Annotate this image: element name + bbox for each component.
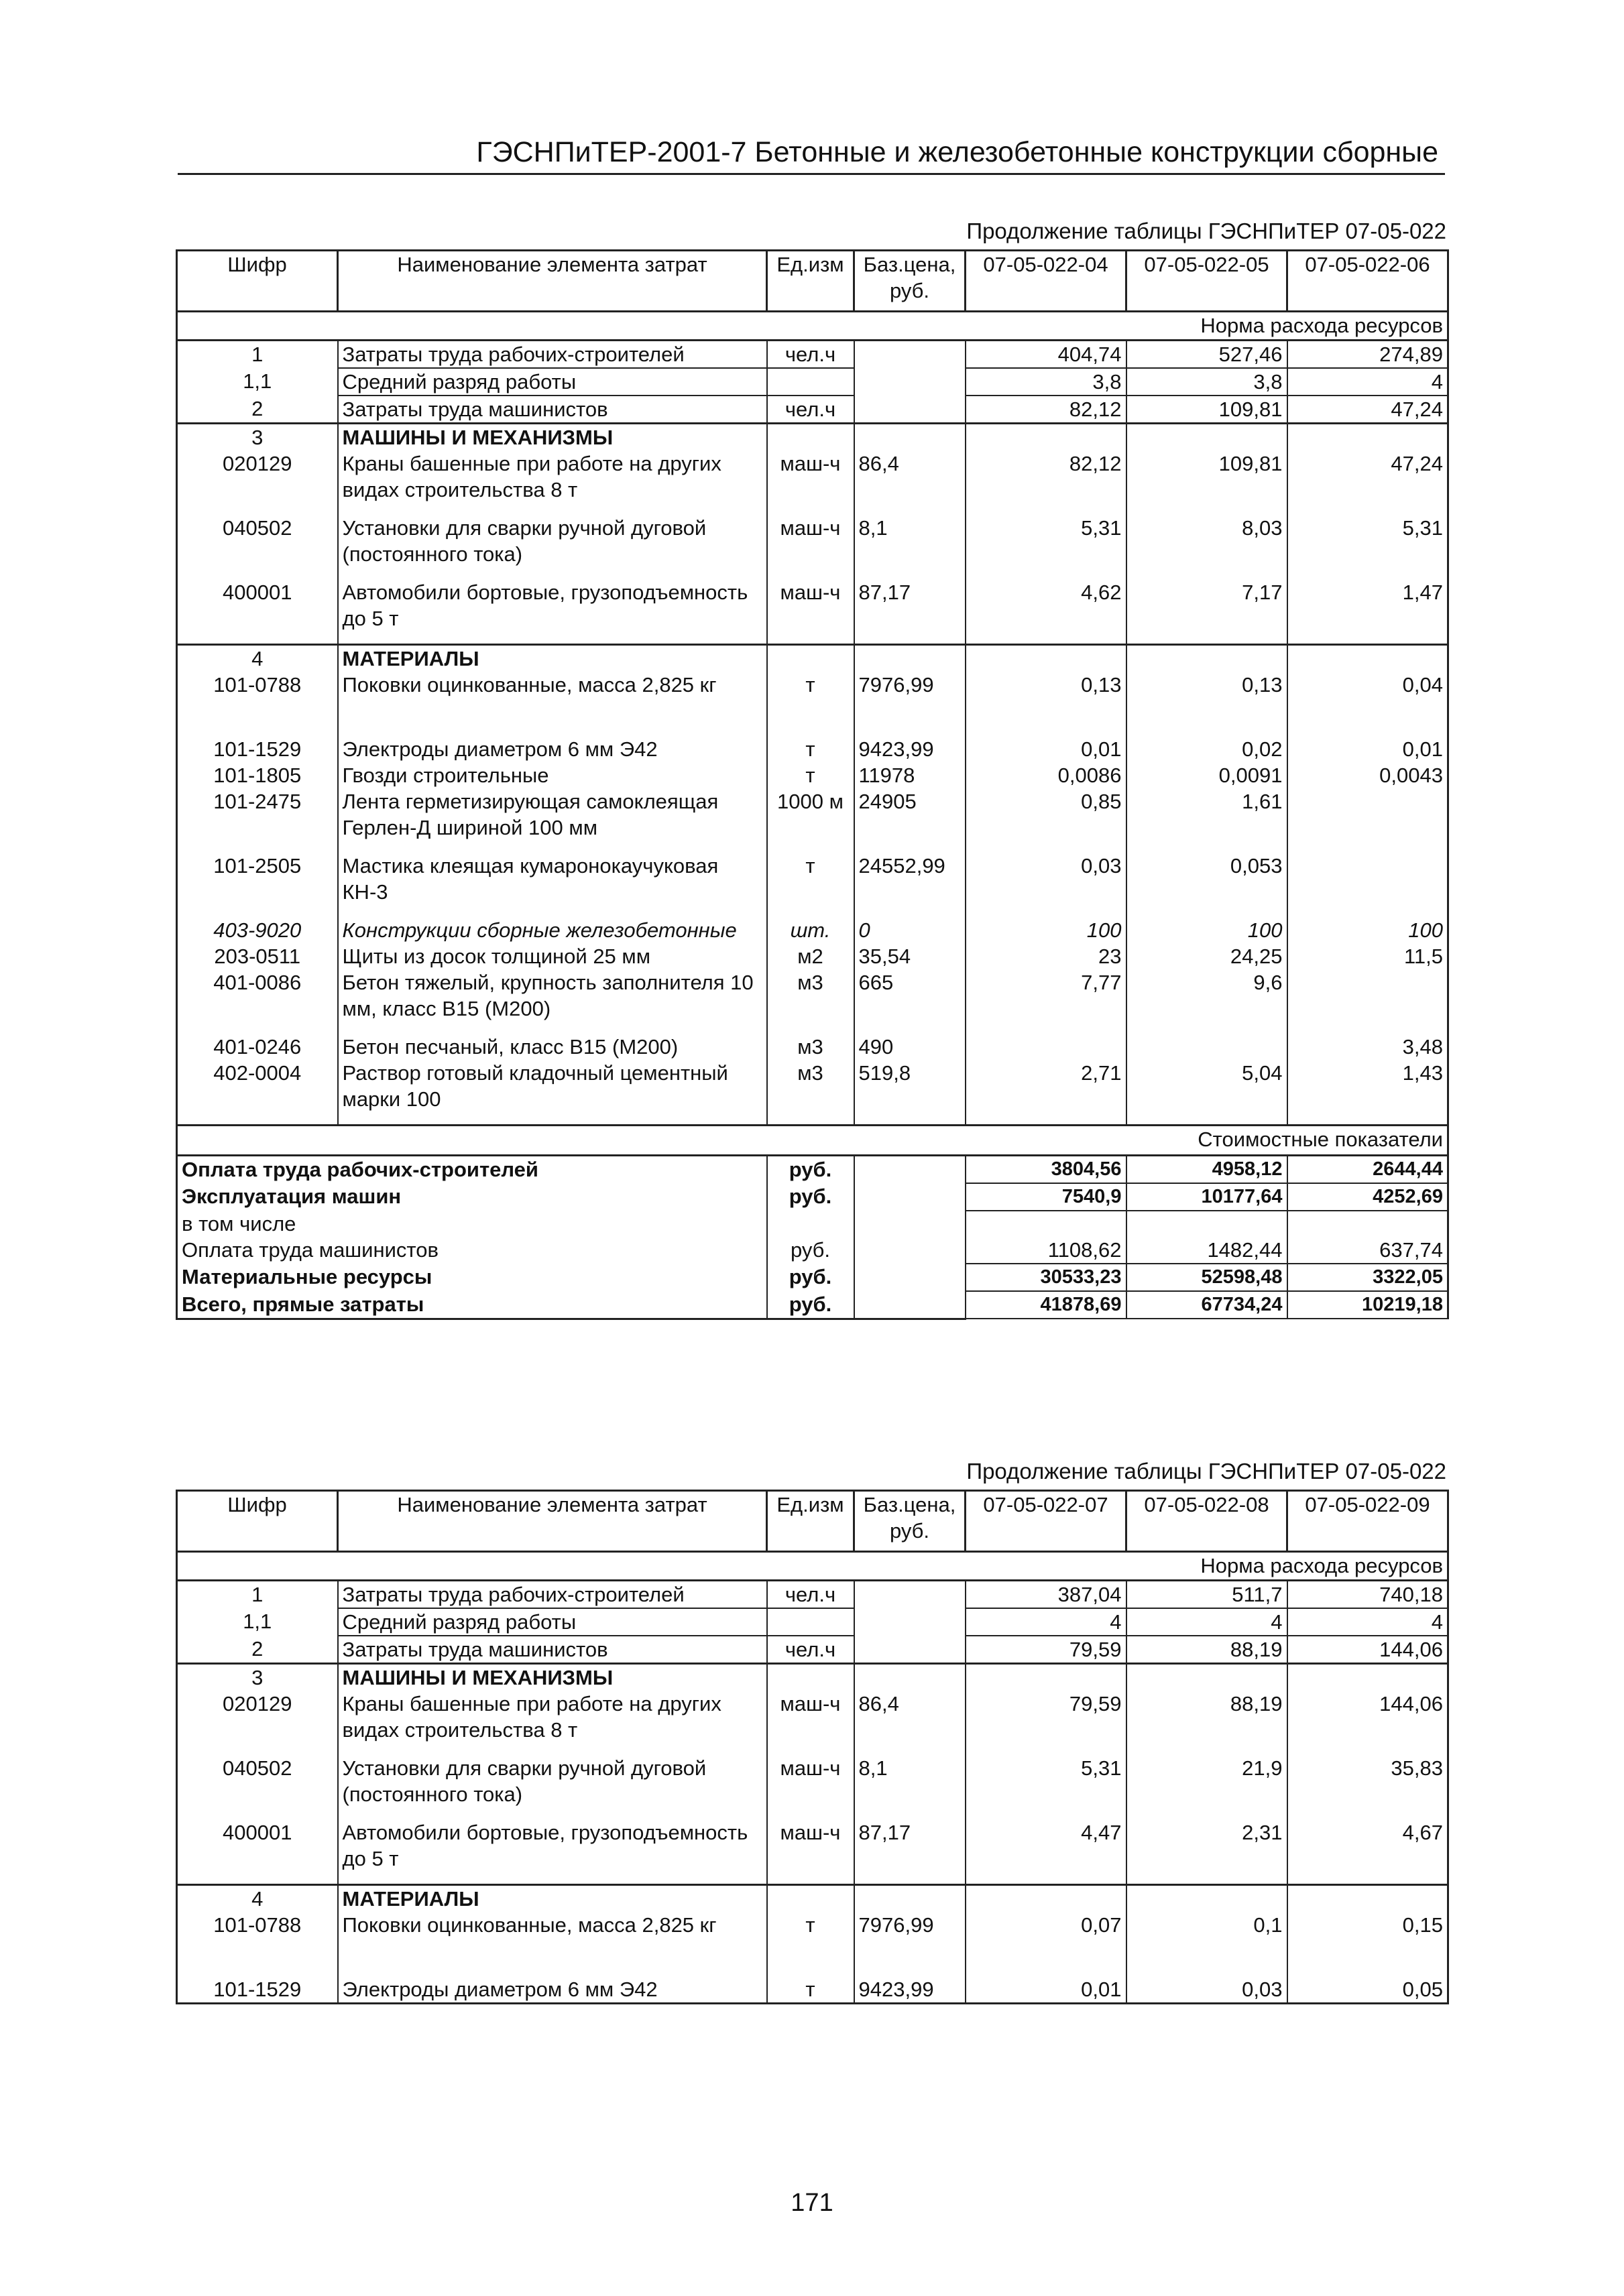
row-code: 040502 bbox=[177, 515, 338, 579]
cost-row bbox=[177, 1183, 1448, 1211]
row-name: Щиты из досок толщиной 25 мм bbox=[338, 943, 767, 969]
row-value-1: 5,31 bbox=[966, 515, 1126, 579]
row-code: 101-1529 bbox=[177, 736, 338, 762]
row-price bbox=[854, 368, 966, 396]
row-value-2: 5,04 bbox=[1126, 1060, 1287, 1126]
row-value-2: 8,03 bbox=[1126, 515, 1287, 579]
row-value-2: 100 bbox=[1126, 917, 1287, 943]
cost-label: Оплата труда машинистов bbox=[177, 1237, 767, 1264]
row-value-1: 3,8 bbox=[966, 368, 1126, 396]
row-code: 400001 bbox=[177, 579, 338, 645]
row-value-1: 387,04 bbox=[966, 1581, 1126, 1609]
row-code: 040502 bbox=[177, 1755, 338, 1819]
row-price: 519,8 bbox=[854, 1060, 966, 1126]
row-value-1: 23 bbox=[966, 943, 1126, 969]
row-price bbox=[854, 1664, 966, 1691]
row-unit: маш-ч bbox=[767, 1819, 854, 1885]
row-code: 101-1529 bbox=[177, 1976, 338, 2004]
cost-unit: руб. bbox=[767, 1156, 854, 1184]
col-norm-1: 07-05-022-04 bbox=[966, 251, 1126, 312]
cost-value-2: 4958,12 bbox=[1126, 1156, 1287, 1184]
row-unit: 1000 м bbox=[767, 788, 854, 853]
row-value-3: 274,89 bbox=[1287, 341, 1448, 369]
table-row bbox=[177, 1636, 1448, 1664]
row-value-3: 144,06 bbox=[1287, 1636, 1448, 1664]
col-name: Наименование элемента затрат bbox=[338, 251, 767, 312]
row-value-2: 0,1 bbox=[1126, 1912, 1287, 1976]
table-caption: Продолжение таблицы ГЭСНПиТЕР 07-05-022 bbox=[966, 1459, 1446, 1484]
row-price bbox=[854, 1636, 966, 1664]
row-name: Установки для сварки ручной дуговой (постоянного тока) bbox=[338, 1755, 767, 1819]
table-row bbox=[177, 396, 1448, 424]
cost-label-row bbox=[177, 1126, 1448, 1156]
row-value-1: 7,77 bbox=[966, 969, 1126, 1034]
row-code: 101-0788 bbox=[177, 1912, 338, 1976]
col-price: Баз.цена, руб. bbox=[854, 1491, 966, 1552]
row-value-2: 88,19 bbox=[1126, 1691, 1287, 1755]
row-code: 401-0246 bbox=[177, 1034, 338, 1060]
table-row bbox=[177, 1885, 1448, 1913]
row-name: Автомобили бортовые, грузоподъемность до 5 т bbox=[338, 1819, 767, 1885]
row-value-2: 0,02 bbox=[1126, 736, 1287, 762]
col-norm-3: 07-05-022-06 bbox=[1287, 251, 1448, 312]
cost-label: Стоимостные показатели bbox=[177, 1126, 1448, 1156]
row-name: Бетон песчаный, класс В15 (М200) bbox=[338, 1034, 767, 1060]
row-price: 0 bbox=[854, 917, 966, 943]
row-code: 402-0004 bbox=[177, 1060, 338, 1126]
cost-blank bbox=[854, 1291, 966, 1319]
page-header bbox=[178, 131, 1445, 175]
row-value-2: 3,8 bbox=[1126, 368, 1287, 396]
row-value-3: 4,67 bbox=[1287, 1819, 1448, 1885]
cost-label: в том числе bbox=[177, 1211, 767, 1237]
cost-blank bbox=[854, 1156, 966, 1184]
row-value-3 bbox=[1287, 853, 1448, 917]
row-value-3: 35,83 bbox=[1287, 1755, 1448, 1819]
row-price: 11978 bbox=[854, 762, 966, 788]
row-name: Затраты труда машинистов bbox=[338, 1636, 767, 1664]
row-value-3 bbox=[1287, 645, 1448, 672]
row-name: Электроды диаметром 6 мм Э42 bbox=[338, 1976, 767, 2004]
row-price bbox=[854, 1608, 966, 1636]
row-value-2: 21,9 bbox=[1126, 1755, 1287, 1819]
row-price bbox=[854, 341, 966, 369]
row-value-3 bbox=[1287, 1885, 1448, 1913]
row-unit: м3 bbox=[767, 1034, 854, 1060]
row-value-1: 0,03 bbox=[966, 853, 1126, 917]
row-value-2 bbox=[1126, 424, 1287, 451]
row-price bbox=[854, 1581, 966, 1609]
cost-value-3: 2644,44 bbox=[1287, 1156, 1448, 1184]
cost-blank bbox=[854, 1211, 966, 1237]
row-name: Затраты труда рабочих-строителей bbox=[338, 1581, 767, 1609]
row-value-3 bbox=[1287, 969, 1448, 1034]
cost-unit bbox=[767, 1211, 854, 1237]
cost-value-3: 3322,05 bbox=[1287, 1264, 1448, 1291]
cost-body bbox=[177, 1156, 1448, 1319]
row-code: 400001 bbox=[177, 1819, 338, 1885]
row-value-2: 2,31 bbox=[1126, 1819, 1287, 1885]
row-value-3: 1,47 bbox=[1287, 579, 1448, 645]
cost-value-3: 4252,69 bbox=[1287, 1183, 1448, 1211]
row-code: 3 bbox=[177, 424, 338, 451]
row-price: 35,54 bbox=[854, 943, 966, 969]
row-value-1: 0,13 bbox=[966, 672, 1126, 736]
row-name: Электроды диаметром 6 мм Э42 bbox=[338, 736, 767, 762]
row-unit bbox=[767, 1664, 854, 1691]
row-value-2: 0,03 bbox=[1126, 1976, 1287, 2004]
norm-label: Норма расхода ресурсов bbox=[177, 312, 1448, 341]
header-title: ГЭСНПиТЕР-2001-7 Бетонные и железобетонные конструкции сборные bbox=[476, 136, 1438, 168]
row-value-3: 100 bbox=[1287, 917, 1448, 943]
row-value-2: 511,7 bbox=[1126, 1581, 1287, 1609]
row-name: Лента герметизирующая самоклеящая Герлен-Д шириной 100 мм bbox=[338, 788, 767, 853]
row-value-3: 11,5 bbox=[1287, 943, 1448, 969]
row-code: 101-1805 bbox=[177, 762, 338, 788]
row-name: Затраты труда рабочих-строителей bbox=[338, 341, 767, 369]
cost-label: Всего, прямые затраты bbox=[177, 1291, 767, 1319]
row-unit: т bbox=[767, 853, 854, 917]
row-name: Краны башенные при работе на других видах строительства 8 т bbox=[338, 450, 767, 515]
table-row bbox=[177, 645, 1448, 672]
row-code: 020129 bbox=[177, 450, 338, 515]
row-price: 24552,99 bbox=[854, 853, 966, 917]
row-unit bbox=[767, 368, 854, 396]
row-code: 1,1 bbox=[177, 1608, 338, 1636]
table-body bbox=[177, 341, 1448, 1126]
row-value-1: 0,01 bbox=[966, 1976, 1126, 2004]
row-name: Средний разряд работы bbox=[338, 368, 767, 396]
table-row bbox=[177, 1691, 1448, 1755]
row-value-1: 0,01 bbox=[966, 736, 1126, 762]
row-value-1 bbox=[966, 424, 1126, 451]
table-row bbox=[177, 762, 1448, 788]
table-row bbox=[177, 943, 1448, 969]
row-price: 490 bbox=[854, 1034, 966, 1060]
row-name: Мастика клеящая кумаронокаучуковая КН-3 bbox=[338, 853, 767, 917]
table-header-row bbox=[177, 251, 1448, 312]
row-value-3: 4 bbox=[1287, 368, 1448, 396]
cost-value-1: 30533,23 bbox=[966, 1264, 1126, 1291]
row-unit: маш-ч bbox=[767, 515, 854, 579]
row-code: 403-9020 bbox=[177, 917, 338, 943]
row-code: 4 bbox=[177, 1885, 338, 1913]
col-price: Баз.цена, руб. bbox=[854, 251, 966, 312]
cost-value-1: 7540,9 bbox=[966, 1183, 1126, 1211]
col-norm-3: 07-05-022-09 bbox=[1287, 1491, 1448, 1552]
row-value-2: 109,81 bbox=[1126, 396, 1287, 424]
row-value-1: 82,12 bbox=[966, 396, 1126, 424]
row-name: Раствор готовый кладочный цементный марки 100 bbox=[338, 1060, 767, 1126]
row-name: МАТЕРИАЛЫ bbox=[338, 1885, 767, 1913]
row-name: Поковки оцинкованные, масса 2,825 кг bbox=[338, 672, 767, 736]
row-value-2 bbox=[1126, 1034, 1287, 1060]
row-value-2 bbox=[1126, 1885, 1287, 1913]
row-code: 2 bbox=[177, 396, 338, 424]
row-value-2: 0,13 bbox=[1126, 672, 1287, 736]
row-price: 86,4 bbox=[854, 450, 966, 515]
row-price: 8,1 bbox=[854, 1755, 966, 1819]
row-value-1: 0,85 bbox=[966, 788, 1126, 853]
row-value-3: 0,04 bbox=[1287, 672, 1448, 736]
table-row bbox=[177, 853, 1448, 917]
cost-value-3 bbox=[1287, 1211, 1448, 1237]
row-value-1: 2,71 bbox=[966, 1060, 1126, 1126]
row-code: 4 bbox=[177, 645, 338, 672]
row-value-1: 79,59 bbox=[966, 1691, 1126, 1755]
row-value-3: 3,48 bbox=[1287, 1034, 1448, 1060]
row-value-2: 0,0091 bbox=[1126, 762, 1287, 788]
row-name: МАШИНЫ И МЕХАНИЗМЫ bbox=[338, 1664, 767, 1691]
table-row bbox=[177, 1060, 1448, 1126]
table-row bbox=[177, 917, 1448, 943]
row-value-2 bbox=[1126, 645, 1287, 672]
row-unit: шт. bbox=[767, 917, 854, 943]
row-value-3 bbox=[1287, 1664, 1448, 1691]
row-code: 101-2475 bbox=[177, 788, 338, 853]
row-name: Установки для сварки ручной дуговой (постоянного тока) bbox=[338, 515, 767, 579]
row-code: 101-2505 bbox=[177, 853, 338, 917]
row-value-1: 4,62 bbox=[966, 579, 1126, 645]
row-unit: чел.ч bbox=[767, 396, 854, 424]
row-code: 101-0788 bbox=[177, 672, 338, 736]
row-unit: т bbox=[767, 736, 854, 762]
cost-unit: руб. bbox=[767, 1291, 854, 1319]
row-value-2: 1,61 bbox=[1126, 788, 1287, 853]
row-unit: чел.ч bbox=[767, 341, 854, 369]
row-value-2: 24,25 bbox=[1126, 943, 1287, 969]
row-price bbox=[854, 1885, 966, 1913]
row-unit bbox=[767, 424, 854, 451]
row-value-3 bbox=[1287, 424, 1448, 451]
cost-unit: руб. bbox=[767, 1237, 854, 1264]
row-unit: чел.ч bbox=[767, 1636, 854, 1664]
row-unit: маш-ч bbox=[767, 1691, 854, 1755]
row-price: 9423,99 bbox=[854, 1976, 966, 2004]
cost-label: Материальные ресурсы bbox=[177, 1264, 767, 1291]
cost-unit: руб. bbox=[767, 1183, 854, 1211]
page-number: 171 bbox=[791, 2189, 833, 2217]
table-row bbox=[177, 450, 1448, 515]
col-unit: Ед.изм bbox=[767, 251, 854, 312]
table-row bbox=[177, 424, 1448, 451]
norm-label: Норма расхода ресурсов bbox=[177, 1552, 1448, 1581]
row-value-2: 527,46 bbox=[1126, 341, 1287, 369]
table-row bbox=[177, 1819, 1448, 1885]
row-value-1 bbox=[966, 1664, 1126, 1691]
row-name: МАШИНЫ И МЕХАНИЗМЫ bbox=[338, 424, 767, 451]
cost-blank bbox=[854, 1183, 966, 1211]
table-row bbox=[177, 515, 1448, 579]
row-name: Средний разряд работы bbox=[338, 1608, 767, 1636]
cost-label: Эксплуатация машин bbox=[177, 1183, 767, 1211]
cost-blank bbox=[854, 1264, 966, 1291]
row-value-3: 1,43 bbox=[1287, 1060, 1448, 1126]
row-unit: чел.ч bbox=[767, 1581, 854, 1609]
row-unit: т bbox=[767, 762, 854, 788]
row-value-1: 0,0086 bbox=[966, 762, 1126, 788]
table-row bbox=[177, 788, 1448, 853]
row-price: 87,17 bbox=[854, 1819, 966, 1885]
cost-unit: руб. bbox=[767, 1264, 854, 1291]
row-unit: маш-ч bbox=[767, 579, 854, 645]
row-value-2: 88,19 bbox=[1126, 1636, 1287, 1664]
row-unit: м3 bbox=[767, 969, 854, 1034]
table-row bbox=[177, 579, 1448, 645]
row-unit: т bbox=[767, 672, 854, 736]
row-value-3: 5,31 bbox=[1287, 515, 1448, 579]
row-price: 24905 bbox=[854, 788, 966, 853]
row-value-1: 0,07 bbox=[966, 1912, 1126, 1976]
row-value-3: 740,18 bbox=[1287, 1581, 1448, 1609]
cost-row bbox=[177, 1291, 1448, 1319]
col-unit: Ед.изм bbox=[767, 1491, 854, 1552]
row-value-1: 404,74 bbox=[966, 341, 1126, 369]
row-code: 1 bbox=[177, 341, 338, 369]
row-value-2: 9,6 bbox=[1126, 969, 1287, 1034]
cost-value-2 bbox=[1126, 1211, 1287, 1237]
col-norm-2: 07-05-022-08 bbox=[1126, 1491, 1287, 1552]
row-value-1 bbox=[966, 1034, 1126, 1060]
cost-row bbox=[177, 1237, 1448, 1264]
row-price bbox=[854, 424, 966, 451]
row-value-1: 100 bbox=[966, 917, 1126, 943]
row-code: 020129 bbox=[177, 1691, 338, 1755]
row-price: 9423,99 bbox=[854, 736, 966, 762]
row-value-2: 0,053 bbox=[1126, 853, 1287, 917]
cost-value-2: 67734,24 bbox=[1126, 1291, 1287, 1319]
cost-value-2: 1482,44 bbox=[1126, 1237, 1287, 1264]
row-name: Автомобили бортовые, грузоподъемность до 5 т bbox=[338, 579, 767, 645]
row-value-1 bbox=[966, 1885, 1126, 1913]
row-name: Конструкции сборные железобетонные bbox=[338, 917, 767, 943]
col-name: Наименование элемента затрат bbox=[338, 1491, 767, 1552]
row-value-3: 47,24 bbox=[1287, 450, 1448, 515]
row-price: 87,17 bbox=[854, 579, 966, 645]
row-value-1: 5,31 bbox=[966, 1755, 1126, 1819]
table-row bbox=[177, 368, 1448, 396]
row-code: 3 bbox=[177, 1664, 338, 1691]
table-row bbox=[177, 1034, 1448, 1060]
row-value-3: 0,15 bbox=[1287, 1912, 1448, 1976]
resource-table-1 bbox=[176, 249, 1449, 1320]
row-value-3: 0,0043 bbox=[1287, 762, 1448, 788]
row-unit: м2 bbox=[767, 943, 854, 969]
table-row bbox=[177, 1581, 1448, 1609]
cost-blank bbox=[854, 1237, 966, 1264]
table-header-row bbox=[177, 1491, 1448, 1552]
table-row bbox=[177, 736, 1448, 762]
row-price: 8,1 bbox=[854, 515, 966, 579]
row-code: 1,1 bbox=[177, 368, 338, 396]
col-code: Шифр bbox=[177, 1491, 338, 1552]
cost-value-1: 41878,69 bbox=[966, 1291, 1126, 1319]
row-unit: м3 bbox=[767, 1060, 854, 1126]
row-code: 1 bbox=[177, 1581, 338, 1609]
col-norm-2: 07-05-022-05 bbox=[1126, 251, 1287, 312]
row-unit bbox=[767, 645, 854, 672]
table-body bbox=[177, 1581, 1448, 2004]
row-name: Затраты труда машинистов bbox=[338, 396, 767, 424]
row-code: 2 bbox=[177, 1636, 338, 1664]
row-price: 7976,99 bbox=[854, 672, 966, 736]
cost-value-2: 52598,48 bbox=[1126, 1264, 1287, 1291]
cost-row bbox=[177, 1156, 1448, 1184]
row-unit: маш-ч bbox=[767, 1755, 854, 1819]
row-value-1: 4 bbox=[966, 1608, 1126, 1636]
row-price: 86,4 bbox=[854, 1691, 966, 1755]
cost-value-1 bbox=[966, 1211, 1126, 1237]
row-name: Гвозди строительные bbox=[338, 762, 767, 788]
row-price bbox=[854, 645, 966, 672]
row-code: 401-0086 bbox=[177, 969, 338, 1034]
row-price bbox=[854, 396, 966, 424]
table-row bbox=[177, 341, 1448, 369]
row-value-3 bbox=[1287, 788, 1448, 853]
resource-table-2 bbox=[176, 1490, 1449, 2004]
row-name: Бетон тяжелый, крупность заполнителя 10 мм, класс В15 (М200) bbox=[338, 969, 767, 1034]
row-code: 203-0511 bbox=[177, 943, 338, 969]
table-row bbox=[177, 1608, 1448, 1636]
norm-label-row bbox=[177, 1552, 1448, 1581]
row-name: Краны башенные при работе на других видах строительства 8 т bbox=[338, 1691, 767, 1755]
row-value-2: 4 bbox=[1126, 1608, 1287, 1636]
row-value-3: 4 bbox=[1287, 1608, 1448, 1636]
cost-row bbox=[177, 1211, 1448, 1237]
row-value-1: 4,47 bbox=[966, 1819, 1126, 1885]
table-row bbox=[177, 1755, 1448, 1819]
row-value-2: 109,81 bbox=[1126, 450, 1287, 515]
row-unit: маш-ч bbox=[767, 450, 854, 515]
cost-value-2: 10177,64 bbox=[1126, 1183, 1287, 1211]
cost-value-1: 3804,56 bbox=[966, 1156, 1126, 1184]
cost-row bbox=[177, 1264, 1448, 1291]
row-value-1: 82,12 bbox=[966, 450, 1126, 515]
row-value-3: 0,01 bbox=[1287, 736, 1448, 762]
table-row bbox=[177, 1912, 1448, 1976]
table-row bbox=[177, 672, 1448, 736]
row-value-3: 144,06 bbox=[1287, 1691, 1448, 1755]
row-unit: т bbox=[767, 1976, 854, 2004]
row-name: МАТЕРИАЛЫ bbox=[338, 645, 767, 672]
row-unit bbox=[767, 1608, 854, 1636]
row-value-1: 79,59 bbox=[966, 1636, 1126, 1664]
row-value-3: 0,05 bbox=[1287, 1976, 1448, 2004]
col-code: Шифр bbox=[177, 251, 338, 312]
row-unit: т bbox=[767, 1912, 854, 1976]
row-value-2: 7,17 bbox=[1126, 579, 1287, 645]
row-name: Поковки оцинкованные, масса 2,825 кг bbox=[338, 1912, 767, 1976]
row-value-2 bbox=[1126, 1664, 1287, 1691]
table-row bbox=[177, 969, 1448, 1034]
cost-value-3: 10219,18 bbox=[1287, 1291, 1448, 1319]
table-row bbox=[177, 1664, 1448, 1691]
cost-value-3: 637,74 bbox=[1287, 1237, 1448, 1264]
row-value-3: 47,24 bbox=[1287, 396, 1448, 424]
cost-label: Оплата труда рабочих-строителей bbox=[177, 1156, 767, 1184]
row-value-1 bbox=[966, 645, 1126, 672]
row-price: 7976,99 bbox=[854, 1912, 966, 1976]
cost-value-1: 1108,62 bbox=[966, 1237, 1126, 1264]
norm-label-row bbox=[177, 312, 1448, 341]
table-caption: Продолжение таблицы ГЭСНПиТЕР 07-05-022 bbox=[966, 219, 1446, 243]
row-unit bbox=[767, 1885, 854, 1913]
row-price: 665 bbox=[854, 969, 966, 1034]
table-row bbox=[177, 1976, 1448, 2004]
col-norm-1: 07-05-022-07 bbox=[966, 1491, 1126, 1552]
